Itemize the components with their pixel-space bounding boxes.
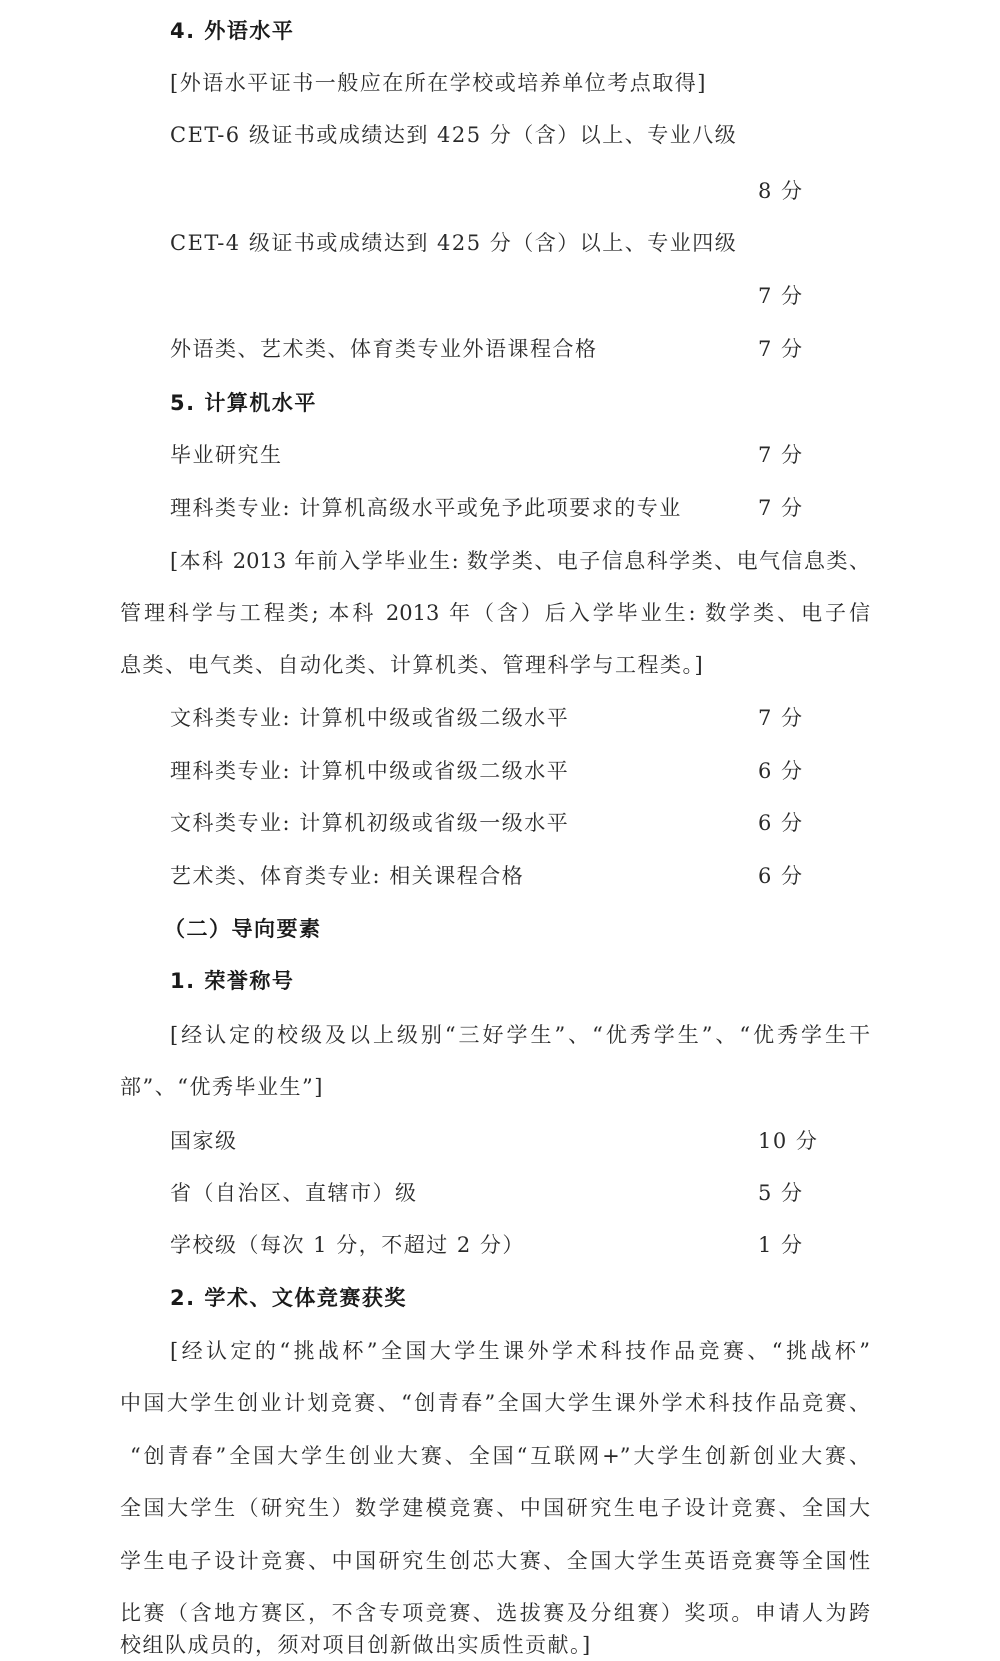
competitions-note-line: 校组队成员的，须对项目创新做出实质性贡献。]: [120, 1633, 592, 1657]
competitions-note-line: [经认定的“挑战杯”全国大学生课外学术科技作品竞赛、“挑战杯”: [170, 1339, 870, 1363]
computer-item-score: 6 分: [758, 864, 804, 888]
foreign-language-item-score: 7 分: [758, 284, 804, 308]
section-heading-competitions: 2. 学术、文体竞赛获奖: [170, 1286, 407, 1310]
competitions-note-line: 中国大学生创业计划竞赛、“创青春”全国大学生课外学术科技作品竞赛、: [120, 1391, 870, 1415]
honors-item-label: 省（自治区、直辖市）级: [170, 1181, 418, 1205]
computer-note-line: [本科 2013 年前入学毕业生: 数学类、电子信息科学类、电气信息类、: [170, 549, 870, 573]
computer-item-label: 文科类专业: 计算机中级或省级二级水平: [170, 706, 570, 730]
competitions-note-line: 学生电子设计竞赛、中国研究生创芯大赛、全国大学生英语竞赛等全国性: [120, 1549, 870, 1573]
honors-note-line: 部”、“优秀毕业生”]: [120, 1075, 324, 1099]
computer-note-line: 管理科学与工程类; 本科 2013 年（含）后入学毕业生: 数学类、电子信: [120, 601, 870, 625]
computer-note-line: 息类、电气类、自动化类、计算机类、管理科学与工程类。]: [120, 653, 705, 677]
honors-item-score: 10 分: [758, 1129, 819, 1153]
computer-item-label: 艺术类、体育类专业: 相关课程合格: [170, 864, 525, 888]
computer-item-score: 6 分: [758, 759, 804, 783]
honors-item-score: 5 分: [758, 1181, 804, 1205]
computer-item-score: 7 分: [758, 443, 804, 467]
section-heading-computer: 5. 计算机水平: [170, 391, 317, 415]
honors-item-label: 学校级（每次 1 分，不超过 2 分）: [170, 1233, 525, 1257]
computer-item-score: 6 分: [758, 811, 804, 835]
computer-item-label: 文科类专业: 计算机初级或省级一级水平: [170, 811, 570, 835]
honors-item-score: 1 分: [758, 1233, 804, 1257]
computer-item-label: 毕业研究生: [170, 443, 283, 467]
competitions-note-line: 全国大学生（研究生）数学建模竞赛、中国研究生电子设计竞赛、全国大: [120, 1496, 870, 1520]
foreign-language-item-score: 7 分: [758, 337, 804, 361]
competitions-note-line: “创青春”全国大学生创业大赛、全国“互联网+”大学生创新创业大赛、: [130, 1444, 870, 1468]
section-heading-guidance: （二）导向要素: [164, 917, 322, 941]
foreign-language-item-label: CET-4 级证书或成绩达到 425 分（含）以上、专业四级: [170, 231, 738, 255]
computer-item-label: 理科类专业: 计算机高级水平或免予此项要求的专业: [170, 496, 682, 520]
foreign-language-item-label: CET-6 级证书或成绩达到 425 分（含）以上、专业八级: [170, 123, 738, 147]
computer-item-label: 理科类专业: 计算机中级或省级二级水平: [170, 759, 570, 783]
foreign-language-item-score: 8 分: [758, 179, 804, 203]
section-heading-foreign-language: 4. 外语水平: [170, 19, 295, 43]
honors-note-line: [经认定的校级及以上级别“三好学生”、“优秀学生”、“优秀学生干: [170, 1023, 870, 1047]
honors-item-label: 国家级: [170, 1129, 238, 1153]
computer-item-score: 7 分: [758, 496, 804, 520]
foreign-language-item-label: 外语类、艺术类、体育类专业外语课程合格: [170, 337, 598, 361]
foreign-language-note: [外语水平证书一般应在所在学校或培养单位考点取得]: [170, 71, 707, 95]
computer-item-score: 7 分: [758, 706, 804, 730]
section-heading-honors: 1. 荣誉称号: [170, 969, 295, 993]
competitions-note-line: 比赛（含地方赛区，不含专项竞赛、选拔赛及分组赛）奖项。申请人为跨: [120, 1601, 870, 1625]
